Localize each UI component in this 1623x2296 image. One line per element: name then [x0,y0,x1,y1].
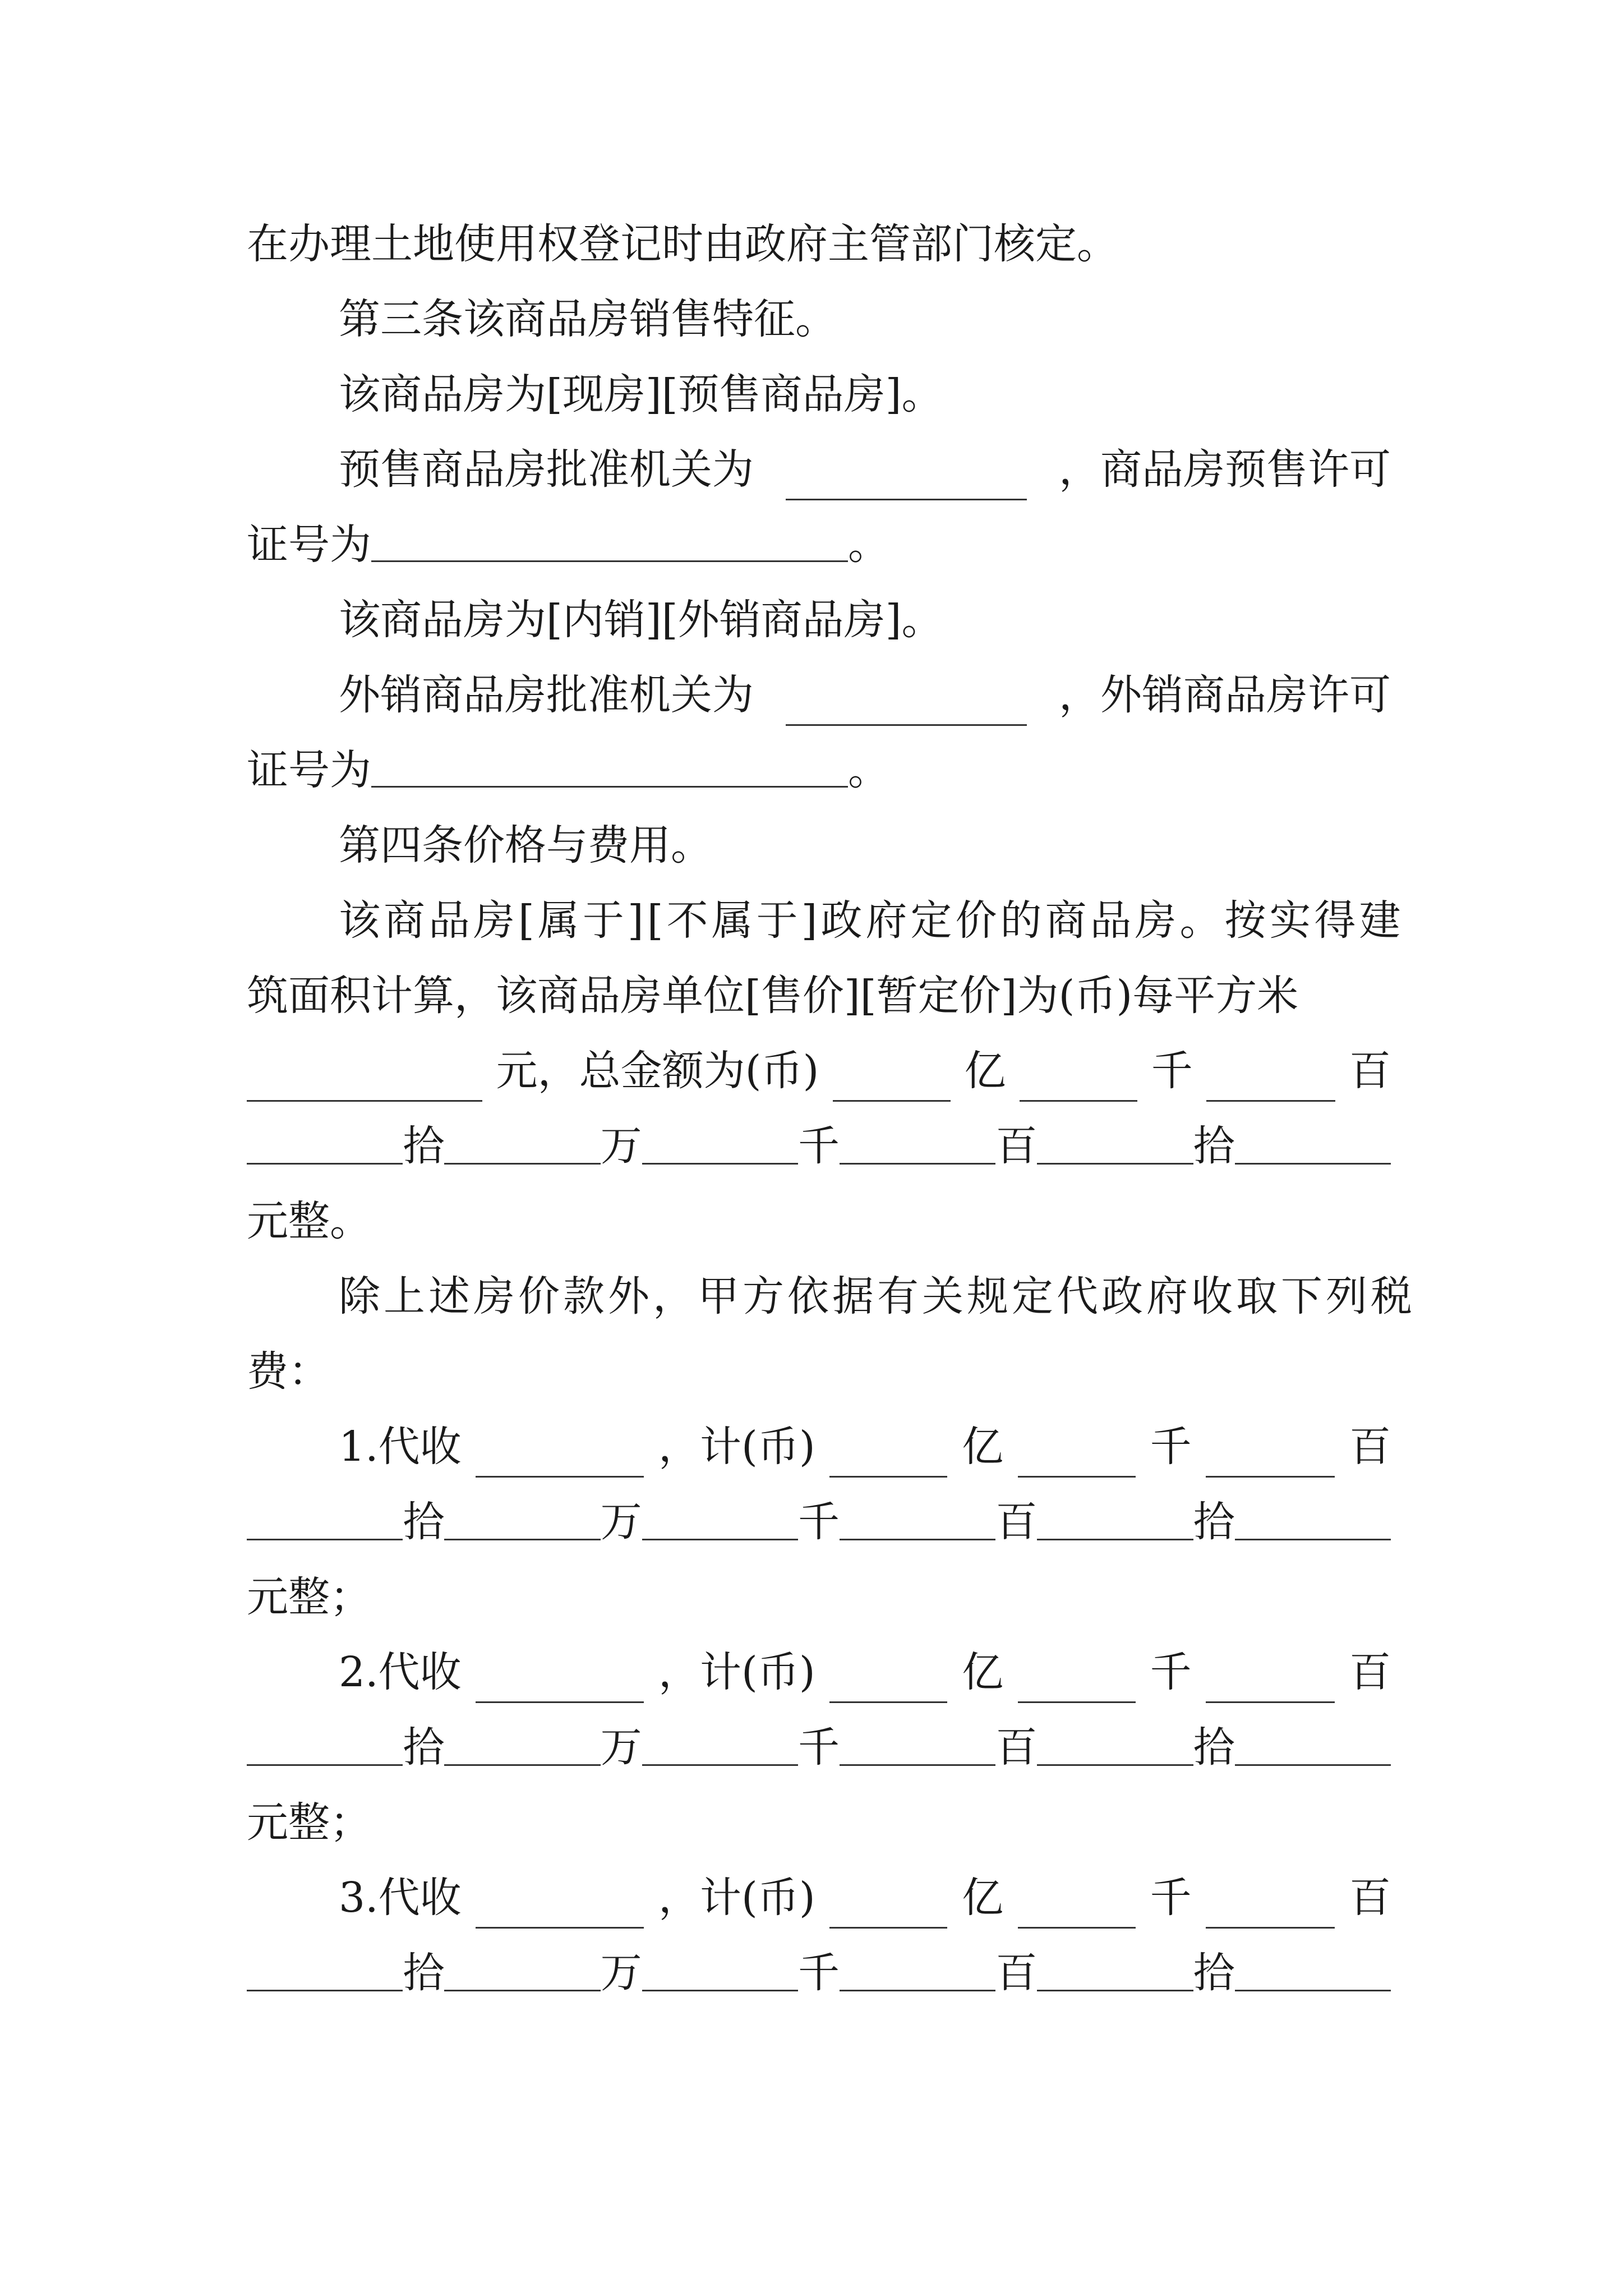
text-line: 该商品房[属于][不属于]政府定价的商品房。按实得建 [339,896,1404,945]
amount-blank[interactable] [840,1121,995,1165]
text-line: 费： [247,1347,330,1396]
amount-blank[interactable] [1235,1948,1391,1991]
amount-blank[interactable] [1037,1121,1193,1165]
amount-blank[interactable] [444,1723,600,1766]
tax-item-3-line: 3.代收 ，计(币) 亿 千 百 [339,1867,1391,1929]
amount-blank[interactable] [1018,1434,1136,1478]
amount-blank[interactable] [1037,1497,1193,1540]
unit-price-blank[interactable] [247,1059,482,1102]
text-line: 元整； [247,1573,371,1621]
amount-blank[interactable] [1206,1660,1335,1703]
amount-blank[interactable] [247,1121,403,1165]
text-line: 筑面积计算，该商品房单位[售价][暂定价]为(币)每平方米 [247,972,1299,1020]
amount-blank[interactable] [444,1948,600,1991]
amount-blank[interactable] [833,1059,951,1102]
tax-item-1-amount-line: 拾 万 千 百 拾 [247,1491,1391,1553]
amount-blank[interactable] [642,1497,798,1540]
amount-blank[interactable] [642,1723,798,1766]
export-authority-line: 外销商品房批准机关为 ，外销商品房许可 [339,664,1391,726]
amount-blank[interactable] [840,1497,995,1540]
tax-name-blank[interactable] [476,1434,644,1478]
amount-blank[interactable] [1206,1434,1335,1478]
text-line: 元整； [247,1798,371,1847]
amount-blank[interactable] [1235,1723,1391,1766]
amount-line: 拾 万 千 百 拾 [247,1115,1391,1177]
amount-blank[interactable] [1037,1723,1193,1766]
presale-license-line: 证号为 。 [247,514,1391,576]
amount-blank[interactable] [1206,1885,1335,1929]
amount-blank[interactable] [642,1948,798,1991]
text-line: 该商品房为[现房][预售商品房]。 [339,370,943,418]
export-authority-blank[interactable] [786,683,1027,726]
amount-blank[interactable] [1020,1059,1137,1102]
article-three-heading: 第三条该商品房销售特征。 [339,295,837,343]
amount-blank[interactable] [829,1885,947,1929]
amount-blank[interactable] [1235,1121,1391,1165]
presale-authority-line: 预售商品房批准机关为 ，商品房预售许可 [339,439,1391,500]
tax-name-blank[interactable] [476,1885,644,1929]
amount-blank[interactable] [444,1121,600,1165]
amount-blank[interactable] [1206,1059,1335,1102]
tax-name-blank[interactable] [476,1660,644,1703]
amount-blank[interactable] [1018,1660,1136,1703]
amount-blank[interactable] [247,1497,403,1540]
amount-blank[interactable] [829,1434,947,1478]
amount-blank[interactable] [1235,1497,1391,1540]
text-line: 元整。 [247,1197,371,1245]
text-line: 除上述房价款外，甲方依据有关规定代政府收取下列税 [339,1272,1415,1320]
text-line: 在办理土地使用权登记时由政府主管部门核定。 [247,220,1118,268]
amount-blank[interactable] [1037,1948,1193,1991]
amount-blank[interactable] [247,1948,403,1991]
amount-blank[interactable] [642,1121,798,1165]
article-four-heading: 第四条价格与费用。 [339,821,712,869]
presale-authority-blank[interactable] [786,457,1027,500]
amount-blank[interactable] [829,1660,947,1703]
export-license-blank[interactable] [371,744,848,788]
amount-blank[interactable] [247,1723,403,1766]
amount-blank[interactable] [840,1723,995,1766]
amount-blank[interactable] [444,1497,600,1540]
export-license-line: 证号为 。 [247,739,1391,801]
tax-item-2-amount-line: 拾 万 千 百 拾 [247,1717,1391,1778]
presale-license-blank[interactable] [371,519,848,562]
tax-item-3-amount-line: 拾 万 千 百 拾 [247,1942,1391,2004]
amount-blank[interactable] [840,1948,995,1991]
text-line: 该商品房为[内销][外销商品房]。 [339,596,943,644]
tax-item-1-line: 1.代收 ，计(币) 亿 千 百 [339,1416,1391,1478]
amount-blank[interactable] [1018,1885,1136,1929]
unit-price-line: 元，总金额为(币) 亿 千 百 [247,1040,1391,1102]
tax-item-2-line: 2.代收 ，计(币) 亿 千 百 [339,1641,1391,1703]
